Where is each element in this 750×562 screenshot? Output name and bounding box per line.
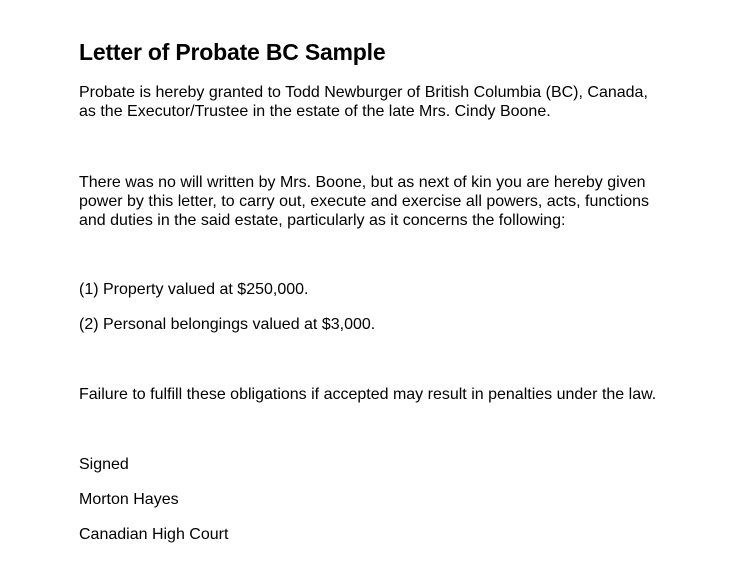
grant-paragraph: [79, 83, 648, 121]
paragraph-line: as the Executor/Trustee in the estate of the late Mrs. Cindy Boone.: [79, 103, 551, 120]
document-title: Letter of Probate BC Sample: [79, 39, 386, 65]
list-item-belongings: (2) Personal belongings valued at $3,000.: [79, 316, 376, 333]
list-item-property: (1) Property valued at $250,000.: [79, 281, 309, 298]
paragraph-line: power by this letter, to carry out, execute and exercise all powers, acts, functions: [79, 193, 650, 210]
signatory-name: Morton Hayes: [79, 491, 179, 508]
paragraph-line: and duties in the said estate, particularly as it concerns the following:: [79, 212, 566, 229]
paragraph-line: There was no will written by Mrs. Boone, but as next of kin you are hereby given: [79, 174, 646, 191]
warning-paragraph: Failure to fulfill these obligations if accepted may result in penalties under the law.: [79, 386, 657, 403]
powers-paragraph: [79, 173, 649, 230]
paragraph-line: Probate is hereby granted to Todd Newburger of British Columbia (BC), Canada,: [79, 84, 648, 101]
signatory-court: Canadian High Court: [79, 526, 229, 543]
signed-label: Signed: [79, 456, 129, 473]
